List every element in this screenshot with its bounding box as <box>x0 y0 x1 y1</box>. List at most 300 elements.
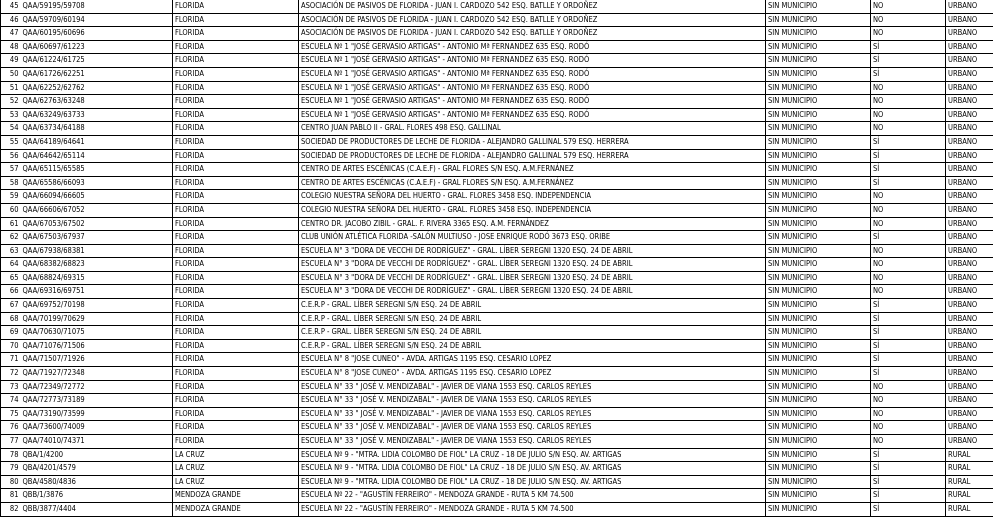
table-row <box>1 285 993 299</box>
area-type-cell: URBANO <box>946 27 993 41</box>
row-number-cell: 71 <box>1 353 21 367</box>
row-number-cell: 46 <box>1 13 21 27</box>
row-number-cell: 63 <box>1 244 21 258</box>
table-row <box>1 149 993 163</box>
table-row <box>1 312 993 326</box>
municipality-cell: SIN MUNICIPIO <box>766 407 871 421</box>
circuit-code-cell: QAA/60195/60696 <box>21 27 173 41</box>
circuit-code-cell: QAA/62763/63248 <box>21 95 173 109</box>
municipality-cell: SIN MUNICIPIO <box>766 285 871 299</box>
row-number-cell: 82 <box>1 502 21 516</box>
municipality-cell: SIN MUNICIPIO <box>766 67 871 81</box>
row-number-cell: 72 <box>1 367 21 381</box>
polling-place-cell: ESCUELA N° 33 " JOSÉ V. MENDIZABAL" - JAVIER DE VIANA 1553 ESQ. CARLOS REYLES <box>299 435 766 449</box>
area-type-cell: RURAL <box>946 462 993 476</box>
locality-cell: FLORIDA <box>173 435 299 449</box>
accessible-flag-cell: NO <box>871 122 946 136</box>
table-row <box>1 67 993 81</box>
table-row <box>1 54 993 68</box>
circuit-code-cell: QAA/71927/72348 <box>21 367 173 381</box>
accessible-flag-cell: SÍ <box>871 312 946 326</box>
municipality-cell: SIN MUNICIPIO <box>766 40 871 54</box>
accessible-flag-cell: SÍ <box>871 448 946 462</box>
circuit-code-cell: QAA/65115/65585 <box>21 163 173 177</box>
polling-place-cell: C.E.R.P - GRAL. LÍBER SEREGNI S/N ESQ. 24 DE ABRIL <box>299 312 766 326</box>
area-type-cell: URBANO <box>946 163 993 177</box>
row-number-cell: 47 <box>1 27 21 41</box>
area-type-cell: URBANO <box>946 135 993 149</box>
locality-cell: FLORIDA <box>173 258 299 272</box>
table-row <box>1 448 993 462</box>
locality-cell: FLORIDA <box>173 163 299 177</box>
municipality-cell: SIN MUNICIPIO <box>766 122 871 136</box>
municipality-cell: SIN MUNICIPIO <box>766 326 871 340</box>
accessible-flag-cell: SÍ <box>871 489 946 503</box>
circuit-code-cell: QAA/73600/74009 <box>21 421 173 435</box>
locality-cell: FLORIDA <box>173 135 299 149</box>
polling-place-cell: C.E.R.P - GRAL. LÍBER SEREGNI S/N ESQ. 24 DE ABRIL <box>299 299 766 313</box>
circuit-code-cell: QAA/60697/61223 <box>21 40 173 54</box>
row-number-cell: 73 <box>1 380 21 394</box>
accessible-flag-cell: SÍ <box>871 231 946 245</box>
row-number-cell: 78 <box>1 448 21 462</box>
circuit-code-cell: QAA/61726/62251 <box>21 67 173 81</box>
area-type-cell: URBANO <box>946 67 993 81</box>
accessible-flag-cell: SÍ <box>871 475 946 489</box>
circuit-code-cell: QAA/71507/71926 <box>21 353 173 367</box>
municipality-cell: SIN MUNICIPIO <box>766 95 871 109</box>
accessible-flag-cell: NO <box>871 380 946 394</box>
area-type-cell: URBANO <box>946 299 993 313</box>
table-row <box>1 135 993 149</box>
area-type-cell: URBANO <box>946 326 993 340</box>
circuit-code-cell: QAA/74010/74371 <box>21 435 173 449</box>
table-row <box>1 421 993 435</box>
area-type-cell: URBANO <box>946 312 993 326</box>
accessible-flag-cell: NO <box>871 27 946 41</box>
municipality-cell: SIN MUNICIPIO <box>766 81 871 95</box>
accessible-flag-cell: NO <box>871 95 946 109</box>
municipality-cell: SIN MUNICIPIO <box>766 135 871 149</box>
accessible-flag-cell: SÍ <box>871 135 946 149</box>
accessible-flag-cell: SÍ <box>871 40 946 54</box>
locality-cell: FLORIDA <box>173 190 299 204</box>
table-row <box>1 203 993 217</box>
circuit-code-cell: QBA/1/4200 <box>21 448 173 462</box>
polling-place-cell: ESCUELA Nº 1 "JOSÉ GERVASIO ARTIGAS" - ANTONIO Mª FERNANDEZ 635 ESQ. RODÓ <box>299 40 766 54</box>
area-type-cell: URBANO <box>946 13 993 27</box>
locality-cell: MENDOZA GRANDE <box>173 489 299 503</box>
circuit-code-cell: QAA/68824/69315 <box>21 271 173 285</box>
circuit-code-cell: QAA/59709/60194 <box>21 13 173 27</box>
area-type-cell: URBANO <box>946 54 993 68</box>
municipality-cell: SIN MUNICIPIO <box>766 475 871 489</box>
table-row <box>1 122 993 136</box>
polling-place-cell: COLEGIO NUESTRA SEÑORA DEL HUERTO - GRAL. FLORES 3458 ESQ. INDEPENDENCIA <box>299 190 766 204</box>
accessible-flag-cell: NO <box>871 285 946 299</box>
area-type-cell: RURAL <box>946 448 993 462</box>
row-number-cell: 70 <box>1 339 21 353</box>
area-type-cell: URBANO <box>946 285 993 299</box>
polling-place-cell: ESCUELA N° 33 " JOSÉ V. MENDIZABAL" - JAVIER DE VIANA 1553 ESQ. CARLOS REYLES <box>299 394 766 408</box>
municipality-cell: SIN MUNICIPIO <box>766 489 871 503</box>
area-type-cell: URBANO <box>946 122 993 136</box>
circuit-code-cell: QBA/4201/4579 <box>21 462 173 476</box>
area-type-cell: URBANO <box>946 258 993 272</box>
locality-cell: FLORIDA <box>173 339 299 353</box>
circuit-code-cell: QAA/64189/64641 <box>21 135 173 149</box>
row-number-cell: 65 <box>1 271 21 285</box>
polling-place-cell: ESCUELA N° 33 " JOSÉ V. MENDIZABAL" - JAVIER DE VIANA 1553 ESQ. CARLOS REYLES <box>299 407 766 421</box>
accessible-flag-cell: SÍ <box>871 367 946 381</box>
table-row <box>1 326 993 340</box>
table-row <box>1 353 993 367</box>
municipality-cell: SIN MUNICIPIO <box>766 13 871 27</box>
table-row <box>1 27 993 41</box>
accessible-flag-cell: SÍ <box>871 502 946 516</box>
row-number-cell: 60 <box>1 203 21 217</box>
municipality-cell: SIN MUNICIPIO <box>766 54 871 68</box>
row-number-cell: 59 <box>1 190 21 204</box>
polling-place-cell: CENTRO DR. JACOBO ZIBIL - GRAL. F. RIVERA 3365 ESQ. A.M. FERNÁNDEZ <box>299 217 766 231</box>
circuit-code-cell: QBB/1/3876 <box>21 489 173 503</box>
circuit-code-cell: QBA/4580/4836 <box>21 475 173 489</box>
circuit-code-cell: QAA/70199/70629 <box>21 312 173 326</box>
locality-cell: FLORIDA <box>173 108 299 122</box>
area-type-cell: URBANO <box>946 421 993 435</box>
polling-place-cell: ESCUELA N° 33 " JOSÉ V. MENDIZABAL" - JAVIER DE VIANA 1553 ESQ. CARLOS REYLES <box>299 380 766 394</box>
locality-cell: FLORIDA <box>173 27 299 41</box>
area-type-cell: URBANO <box>946 81 993 95</box>
area-type-cell: URBANO <box>946 217 993 231</box>
row-number-cell: 80 <box>1 475 21 489</box>
row-number-cell: 69 <box>1 326 21 340</box>
locality-cell: MENDOZA GRANDE <box>173 502 299 516</box>
polling-place-cell: ESCUELA Nº 9 - "MTRA. LIDIA COLOMBO DE FIOL" LA CRUZ - 18 DE JULIO S/N ESQ. AV. ARTIGAS <box>299 475 766 489</box>
area-type-cell: RURAL <box>946 489 993 503</box>
area-type-cell: URBANO <box>946 367 993 381</box>
accessible-flag-cell: NO <box>871 407 946 421</box>
locality-cell: LA CRUZ <box>173 462 299 476</box>
circuit-code-cell: QAA/67938/68381 <box>21 244 173 258</box>
accessible-flag-cell: NO <box>871 190 946 204</box>
polling-place-cell: ASOCIACIÓN DE PASIVOS DE FLORIDA - JUAN I. CARDOZO 542 ESQ. BATLLE Y ORDOÑEZ <box>299 13 766 27</box>
table-row <box>1 217 993 231</box>
accessible-flag-cell: SÍ <box>871 339 946 353</box>
table-row <box>1 0 993 13</box>
accessible-flag-cell: NO <box>871 0 946 13</box>
circuit-code-cell: QAA/63249/63733 <box>21 108 173 122</box>
row-number-cell: 75 <box>1 407 21 421</box>
area-type-cell: URBANO <box>946 40 993 54</box>
polling-place-cell: ESCUELA N° 3 "DORA DE VECCHI DE RODRÍGUEZ" - GRAL. LÍBER SEREGNI 1320 ESQ. 24 DE ABRIL <box>299 258 766 272</box>
table-row <box>1 190 993 204</box>
municipality-cell: SIN MUNICIPIO <box>766 435 871 449</box>
polling-place-cell: CLUB UNIÓN ATLÉTICA FLORIDA -SALÓN MULTIUSO - JOSE ENRIQUE RODÓ 3673 ESQ. ORIBE <box>299 231 766 245</box>
polling-place-cell: ESCUELA N° 3 "DORA DE VECCHI DE RODRÍGUEZ" - GRAL. LÍBER SEREGNI 1320 ESQ. 24 DE ABRIL <box>299 271 766 285</box>
municipality-cell: SIN MUNICIPIO <box>766 149 871 163</box>
table-row <box>1 163 993 177</box>
area-type-cell: URBANO <box>946 108 993 122</box>
polling-place-cell: C.E.R.P - GRAL. LÍBER SEREGNI S/N ESQ. 24 DE ABRIL <box>299 326 766 340</box>
locality-cell: FLORIDA <box>173 326 299 340</box>
locality-cell: FLORIDA <box>173 0 299 13</box>
polling-place-cell: CENTRO JUAN PABLO II - GRAL. FLORES 498 ESQ. GALLINAL <box>299 122 766 136</box>
locality-cell: FLORIDA <box>173 176 299 190</box>
accessible-flag-cell: NO <box>871 258 946 272</box>
municipality-cell: SIN MUNICIPIO <box>766 190 871 204</box>
table-row <box>1 244 993 258</box>
table-row <box>1 475 993 489</box>
locality-cell: FLORIDA <box>173 353 299 367</box>
municipality-cell: SIN MUNICIPIO <box>766 244 871 258</box>
table-row <box>1 407 993 421</box>
polling-place-cell: ESCUELA N° 33 " JOSÉ V. MENDIZABAL" - JAVIER DE VIANA 1553 ESQ. CARLOS REYLES <box>299 421 766 435</box>
polling-place-cell: ESCUELA N° 8 "JOSE CUNEO" - AVDA. ARTIGAS 1195 ESQ. CESARIO LOPEZ <box>299 353 766 367</box>
accessible-flag-cell: SÍ <box>871 326 946 340</box>
accessible-flag-cell: NO <box>871 108 946 122</box>
accessible-flag-cell: NO <box>871 81 946 95</box>
accessible-flag-cell: SÍ <box>871 299 946 313</box>
table-row <box>1 176 993 190</box>
locality-cell: FLORIDA <box>173 271 299 285</box>
table-row <box>1 95 993 109</box>
locality-cell: FLORIDA <box>173 285 299 299</box>
circuit-code-cell: QAA/66094/66605 <box>21 190 173 204</box>
table-row <box>1 462 993 476</box>
polling-place-cell: ASOCIACIÓN DE PASIVOS DE FLORIDA - JUAN I. CARDOZO 542 ESQ. BATLLE Y ORDOÑEZ <box>299 0 766 13</box>
polling-place-cell: ESCUELA Nº 9 - "MTRA. LIDIA COLOMBO DE FIOL" LA CRUZ - 18 DE JULIO S/N ESQ. AV. ARTIGAS <box>299 448 766 462</box>
circuit-code-cell: QAA/63734/64188 <box>21 122 173 136</box>
polling-place-cell: ASOCIACIÓN DE PASIVOS DE FLORIDA - JUAN I. CARDOZO 542 ESQ. BATLLE Y ORDOÑEZ <box>299 27 766 41</box>
municipality-cell: SIN MUNICIPIO <box>766 27 871 41</box>
polling-place-cell: ESCUELA Nº 1 "JOSÉ GERVASIO ARTIGAS" - ANTONIO Mª FERNANDEZ 635 ESQ. RODÓ <box>299 81 766 95</box>
table-row <box>1 108 993 122</box>
area-type-cell: URBANO <box>946 203 993 217</box>
row-number-cell: 77 <box>1 435 21 449</box>
municipality-cell: SIN MUNICIPIO <box>766 231 871 245</box>
locality-cell: FLORIDA <box>173 394 299 408</box>
circuit-code-cell: QAA/69316/69751 <box>21 285 173 299</box>
circuit-code-cell: QAA/68382/68823 <box>21 258 173 272</box>
locality-cell: FLORIDA <box>173 421 299 435</box>
polling-place-cell: ESCUELA N° 3 "DORA DE VECCHI DE RODRÍGUEZ" - GRAL. LÍBER SEREGNI 1320 ESQ. 24 DE ABRIL <box>299 285 766 299</box>
row-number-cell: 67 <box>1 299 21 313</box>
accessible-flag-cell: NO <box>871 271 946 285</box>
locality-cell: FLORIDA <box>173 149 299 163</box>
circuit-code-cell: QAA/66606/67052 <box>21 203 173 217</box>
area-type-cell: URBANO <box>946 0 993 13</box>
row-number-cell: 79 <box>1 462 21 476</box>
circuit-code-cell: QAA/69752/70198 <box>21 299 173 313</box>
table-row <box>1 271 993 285</box>
area-type-cell: URBANO <box>946 95 993 109</box>
circuit-code-cell: QAA/64642/65114 <box>21 149 173 163</box>
polling-place-cell: SOCIEDAD DE PRODUCTORES DE LECHE DE FLORIDA - ALEJANDRO GALLINAL 579 ESQ. HERRERA <box>299 149 766 163</box>
municipality-cell: SIN MUNICIPIO <box>766 367 871 381</box>
area-type-cell: URBANO <box>946 394 993 408</box>
locality-cell: FLORIDA <box>173 203 299 217</box>
accessible-flag-cell: SÍ <box>871 163 946 177</box>
municipality-cell: SIN MUNICIPIO <box>766 176 871 190</box>
accessible-flag-cell: SÍ <box>871 176 946 190</box>
circuit-code-cell: QAA/72773/73189 <box>21 394 173 408</box>
polling-place-cell: CENTRO DE ARTES ESCÉNICAS (C.A.E.F) - GRAL FLORES S/N ESQ. A.M.FERNÁNEZ <box>299 163 766 177</box>
accessible-flag-cell: SÍ <box>871 54 946 68</box>
row-number-cell: 56 <box>1 149 21 163</box>
table-row <box>1 367 993 381</box>
table-row <box>1 231 993 245</box>
row-number-cell: 74 <box>1 394 21 408</box>
row-number-cell: 52 <box>1 95 21 109</box>
locality-cell: LA CRUZ <box>173 475 299 489</box>
circuit-code-cell: QAA/67053/67502 <box>21 217 173 231</box>
circuit-code-cell: QAA/73190/73599 <box>21 407 173 421</box>
locality-cell: FLORIDA <box>173 299 299 313</box>
accessible-flag-cell: SÍ <box>871 67 946 81</box>
accessible-flag-cell: SÍ <box>871 149 946 163</box>
polling-place-cell: ESCUELA Nº 22 - "AGUSTÍN FERREIRO" - MENDOZA GRANDE - RUTA 5 KM 74.500 <box>299 502 766 516</box>
circuit-code-cell: QBB/3877/4404 <box>21 502 173 516</box>
area-type-cell: URBANO <box>946 190 993 204</box>
row-number-cell: 50 <box>1 67 21 81</box>
municipality-cell: SIN MUNICIPIO <box>766 163 871 177</box>
accessible-flag-cell: NO <box>871 435 946 449</box>
locality-cell: FLORIDA <box>173 54 299 68</box>
municipality-cell: SIN MUNICIPIO <box>766 462 871 476</box>
area-type-cell: URBANO <box>946 271 993 285</box>
table-row <box>1 489 993 503</box>
row-number-cell: 66 <box>1 285 21 299</box>
table-row <box>1 502 993 516</box>
area-type-cell: RURAL <box>946 475 993 489</box>
locality-cell: FLORIDA <box>173 367 299 381</box>
polling-place-cell: ESCUELA Nº 1 "JOSÉ GERVASIO ARTIGAS" - ANTONIO Mª FERNANDEZ 635 ESQ. RODÓ <box>299 95 766 109</box>
row-number-cell: 49 <box>1 54 21 68</box>
row-number-cell: 57 <box>1 163 21 177</box>
polling-place-cell: C.E.R.P - GRAL. LÍBER SEREGNI S/N ESQ. 24 DE ABRIL <box>299 339 766 353</box>
table-row <box>1 299 993 313</box>
locality-cell: FLORIDA <box>173 122 299 136</box>
municipality-cell: SIN MUNICIPIO <box>766 502 871 516</box>
row-number-cell: 51 <box>1 81 21 95</box>
polling-place-cell: ESCUELA Nº 1 "JOSÉ GERVASIO ARTIGAS" - ANTONIO Mª FERNANDEZ 635 ESQ. RODÓ <box>299 54 766 68</box>
locality-cell: FLORIDA <box>173 407 299 421</box>
locality-cell: FLORIDA <box>173 40 299 54</box>
area-type-cell: URBANO <box>946 353 993 367</box>
municipality-cell: SIN MUNICIPIO <box>766 217 871 231</box>
row-number-cell: 58 <box>1 176 21 190</box>
polling-place-cell: ESCUELA N° 3 "DORA DE VECCHI DE RODRÍGUEZ" - GRAL. LÍBER SEREGNI 1320 ESQ. 24 DE ABRIL <box>299 244 766 258</box>
circuit-code-cell: QAA/61224/61725 <box>21 54 173 68</box>
municipality-cell: SIN MUNICIPIO <box>766 312 871 326</box>
polling-place-cell: COLEGIO NUESTRA SEÑORA DEL HUERTO - GRAL. FLORES 3458 ESQ. INDEPENDENCIA <box>299 203 766 217</box>
row-number-cell: 81 <box>1 489 21 503</box>
table-row <box>1 13 993 27</box>
circuit-code-cell: QAA/65586/66093 <box>21 176 173 190</box>
locality-cell: FLORIDA <box>173 244 299 258</box>
area-type-cell: URBANO <box>946 176 993 190</box>
polling-place-cell: CENTRO DE ARTES ESCÉNICAS (C.A.E.F) - GRAL FLORES S/N ESQ. A.M.FERNÁNEZ <box>299 176 766 190</box>
table-row <box>1 394 993 408</box>
circuit-code-cell: QAA/62252/62762 <box>21 81 173 95</box>
circuit-code-cell: QAA/71076/71506 <box>21 339 173 353</box>
locality-cell: LA CRUZ <box>173 448 299 462</box>
locality-cell: FLORIDA <box>173 13 299 27</box>
municipality-cell: SIN MUNICIPIO <box>766 421 871 435</box>
accessible-flag-cell: NO <box>871 13 946 27</box>
circuit-code-cell: QAA/59195/59708 <box>21 0 173 13</box>
row-number-cell: 61 <box>1 217 21 231</box>
locality-cell: FLORIDA <box>173 95 299 109</box>
locality-cell: FLORIDA <box>173 81 299 95</box>
circuit-code-cell: QAA/67503/67937 <box>21 231 173 245</box>
area-type-cell: URBANO <box>946 244 993 258</box>
area-type-cell: URBANO <box>946 435 993 449</box>
polling-place-cell: ESCUELA Nº 1 "JOSÉ GERVASIO ARTIGAS" - ANTONIO Mª FERNANDEZ 635 ESQ. RODÓ <box>299 67 766 81</box>
municipality-cell: SIN MUNICIPIO <box>766 394 871 408</box>
row-number-cell: 53 <box>1 108 21 122</box>
table-row <box>1 339 993 353</box>
polling-place-cell: ESCUELA N° 8 "JOSE CUNEO" - AVDA. ARTIGAS 1195 ESQ. CESARIO LOPEZ <box>299 367 766 381</box>
row-number-cell: 48 <box>1 40 21 54</box>
row-number-cell: 76 <box>1 421 21 435</box>
municipality-cell: SIN MUNICIPIO <box>766 258 871 272</box>
municipality-cell: SIN MUNICIPIO <box>766 0 871 13</box>
row-number-cell: 45 <box>1 0 21 13</box>
polling-place-cell: ESCUELA Nº 9 - "MTRA. LIDIA COLOMBO DE FIOL" LA CRUZ - 18 DE JULIO S/N ESQ. AV. ARTIGAS <box>299 462 766 476</box>
accessible-flag-cell: NO <box>871 203 946 217</box>
area-type-cell: URBANO <box>946 407 993 421</box>
accessible-flag-cell: NO <box>871 421 946 435</box>
locality-cell: FLORIDA <box>173 380 299 394</box>
table-row <box>1 258 993 272</box>
locality-cell: FLORIDA <box>173 217 299 231</box>
locality-cell: FLORIDA <box>173 231 299 245</box>
municipality-cell: SIN MUNICIPIO <box>766 271 871 285</box>
accessible-flag-cell: NO <box>871 217 946 231</box>
accessible-flag-cell: SÍ <box>871 462 946 476</box>
table-row <box>1 40 993 54</box>
row-number-cell: 55 <box>1 135 21 149</box>
municipality-cell: SIN MUNICIPIO <box>766 448 871 462</box>
row-number-cell: 68 <box>1 312 21 326</box>
municipality-cell: SIN MUNICIPIO <box>766 339 871 353</box>
row-number-cell: 64 <box>1 258 21 272</box>
polling-place-cell: ESCUELA Nº 1 "JOSÉ GERVASIO ARTIGAS" - ANTONIO Mª FERNANDEZ 635 ESQ. RODÓ <box>299 108 766 122</box>
locality-cell: FLORIDA <box>173 67 299 81</box>
municipality-cell: SIN MUNICIPIO <box>766 380 871 394</box>
row-number-cell: 54 <box>1 122 21 136</box>
polling-place-cell: SOCIEDAD DE PRODUCTORES DE LECHE DE FLORIDA - ALEJANDRO GALLINAL 579 ESQ. HERRERA <box>299 135 766 149</box>
table-row <box>1 81 993 95</box>
table-row <box>1 380 993 394</box>
municipality-cell: SIN MUNICIPIO <box>766 353 871 367</box>
polling-place-cell: ESCUELA Nº 22 - "AGUSTÍN FERREIRO" - MENDOZA GRANDE - RUTA 5 KM 74.500 <box>299 489 766 503</box>
area-type-cell: URBANO <box>946 380 993 394</box>
circuit-code-cell: QAA/72349/72772 <box>21 380 173 394</box>
municipality-cell: SIN MUNICIPIO <box>766 108 871 122</box>
accessible-flag-cell: NO <box>871 244 946 258</box>
locality-cell: FLORIDA <box>173 312 299 326</box>
accessible-flag-cell: SÍ <box>871 353 946 367</box>
table-row <box>1 435 993 449</box>
area-type-cell: RURAL <box>946 502 993 516</box>
circuit-code-cell: QAA/70630/71075 <box>21 326 173 340</box>
area-type-cell: URBANO <box>946 339 993 353</box>
accessible-flag-cell: NO <box>871 394 946 408</box>
municipality-cell: SIN MUNICIPIO <box>766 203 871 217</box>
